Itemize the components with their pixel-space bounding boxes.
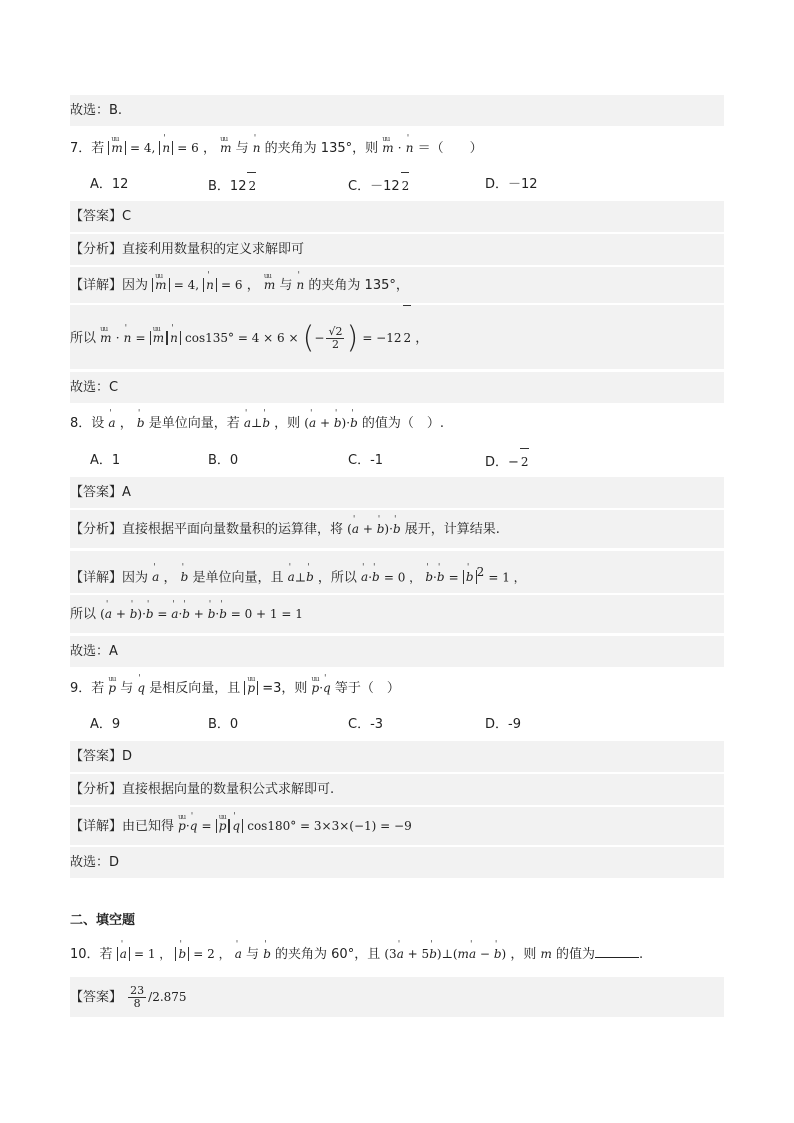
vec-a: ' a (469, 938, 476, 970)
q7-answer (70, 201, 724, 232)
q9-text-opposite: 是相反向量，且 (149, 681, 241, 696)
q7-result: = −12 (362, 331, 402, 345)
vec-b: ' b (219, 595, 227, 633)
q7-text-with: 与 (235, 141, 249, 156)
vec-n: ' n (206, 278, 214, 292)
q7-option-b (208, 172, 256, 200)
q9-options (70, 712, 724, 738)
q9-option-d-text: D．-9 (485, 717, 521, 732)
dot-symbol: · (389, 522, 393, 536)
q9-choose-text: 故选：D (70, 855, 120, 870)
vec-p: uu p (178, 807, 186, 845)
q7-detail-b: ， (246, 278, 260, 293)
q9-option-a-text: A．9 (90, 717, 121, 732)
q8-detail-c: 是单位向量，且 (192, 570, 284, 586)
q9-analysis (70, 774, 724, 805)
vec-a: ' a (397, 938, 404, 970)
q8-option-b (208, 448, 238, 474)
sqrt-symbol: 2 (247, 172, 256, 199)
neg-sign: − (314, 331, 325, 345)
q7-detail-d: 的夹角为 135°， (308, 278, 409, 293)
fraction (128, 985, 146, 1010)
fraction-numerator: √2 (328, 325, 343, 338)
q8-calc-text: = 0 + 1 = 1 (230, 607, 303, 621)
plus-sign: + (115, 607, 126, 621)
q10-answer-alt: /2.875 (148, 990, 187, 1004)
sqrt-symbol: 2 (403, 305, 412, 370)
vec-a: ' a (105, 595, 112, 633)
vec-p: uu p (312, 674, 320, 702)
q9-option-c-text: C．-3 (348, 717, 384, 732)
q7-analysis-text: 直接利用数量积的定义求解即可 (122, 242, 305, 257)
vec-m: uu m (264, 267, 275, 303)
vec-n: ' n (253, 134, 261, 162)
q7-abs-n (203, 278, 217, 292)
vec-n: ' n (406, 134, 414, 162)
vec-n: ' n (297, 267, 305, 303)
vec-b: ' b (437, 556, 445, 598)
analysis-tag: 【分析】 (70, 522, 123, 537)
vec-b: ' b (494, 938, 502, 970)
vec-b: ' b (466, 570, 474, 584)
q7-eq6: = 6 (221, 278, 243, 292)
abs-p (216, 819, 230, 833)
vec-a: ' a (288, 556, 295, 598)
q7-option-a-text: A．12 (90, 177, 129, 192)
vec-b: ' b (208, 595, 216, 633)
section-title: 二、填空题 (70, 913, 136, 928)
vec-n: ' n (162, 141, 170, 155)
q6-choose-line (70, 95, 724, 126)
q7-abs-n (159, 141, 173, 155)
q7-choose (70, 372, 724, 403)
q8-detail-d: ，所以 (317, 570, 357, 586)
q8-option-d-text: D．− (485, 455, 519, 470)
vec-b: ' b (182, 595, 190, 633)
vec-m: uu m (100, 306, 111, 370)
coef-3: 3 (389, 947, 397, 961)
vec-n: ' n (170, 331, 178, 345)
q8-answer-value: A (122, 485, 131, 500)
q9-text-eq3: =3，则 (262, 681, 308, 696)
abs-b (175, 947, 189, 961)
q9-answer (70, 741, 724, 772)
q8-detail-a: 因为 (122, 570, 149, 586)
abs-q (229, 819, 243, 833)
dot-symbol: · (215, 607, 220, 621)
dot-symbol: · (346, 416, 351, 430)
vec-b: ' b (306, 556, 314, 598)
q9-calc-text: cos180° = 3×3×(−1) = −9 (247, 819, 412, 833)
q8-analysis-a: 直接根据平面向量数量积的运算律，将 (122, 522, 344, 537)
q7-abs-m (152, 278, 169, 292)
answer-tag: 【答案】 (70, 209, 123, 224)
q7-analysis (70, 234, 724, 265)
q10-text-2: = 2 ， (193, 947, 231, 961)
q7-stem (70, 134, 724, 162)
q7-tail: ， (415, 331, 429, 346)
q8-analysis: 【分析】直接根据平面向量数量积的运算律，将 (' a + ' b)·' b 展开，计算结果. (70, 510, 724, 548)
q8-analysis-b: 展开，计算结果. (404, 522, 500, 537)
q10-text-with: 与 (246, 947, 260, 962)
vec-b: ' b (137, 408, 145, 438)
sqrt-symbol: 2 (520, 448, 529, 475)
vec-a: ' a (108, 408, 115, 438)
q8-stem: 8．设 ' a ， ' b 是单位向量，若 ' a⊥' b ，则 (' a + ' b)·' b 的值为（ ）. (70, 408, 724, 438)
q7-detail (70, 267, 724, 303)
q7-abs-n (167, 331, 181, 345)
vec-q: ' q (232, 819, 240, 833)
q7-option-a (90, 172, 128, 198)
q9-number: 9．若 (70, 681, 105, 696)
q8-option-c-text: C．-1 (348, 453, 384, 468)
q8-calc: 所以 (' a + ' b)·' b = ' a·' b + ' b·' b = 0 + 1 = 1 (70, 595, 724, 633)
dot-symbol: · (178, 607, 183, 621)
q8-text-end: 的值为（ ）. (361, 416, 445, 431)
vec-m: uu m (382, 134, 393, 162)
vec-b: ' b (262, 408, 270, 438)
dot-symbol: · (185, 819, 190, 833)
vec-p: uu p (108, 674, 116, 702)
q9-detail-a: 由已知得 (122, 819, 175, 834)
q10-text-value: 的值为 (556, 947, 596, 962)
q9-option-d (485, 712, 521, 738)
vec-m: uu m (153, 331, 164, 345)
q7-calc: 所以 uu m · ' n = uu m' n cos135° = 4 × 6 × (− $\frac{√2}{2}$ ) = −12 2 ， (70, 305, 724, 369)
vec-b: ' b (181, 556, 189, 598)
vec-n: ' n (124, 306, 132, 370)
q7-option-d-text: D．－12 (485, 177, 538, 192)
q7-abs-m (108, 141, 125, 155)
q8-comma: ， (119, 416, 133, 431)
fraction-denominator: 2 (331, 338, 339, 351)
q9-choose (70, 847, 724, 878)
abs-b (463, 570, 477, 584)
answer-tag: 【答案】 (70, 990, 123, 1005)
vec-m: uu m (220, 134, 231, 162)
detail-tag: 【详解】 (70, 819, 123, 834)
q8-detail-b: ， (163, 570, 177, 586)
vec-b: ' b (425, 556, 433, 598)
answer-tag: 【答案】 (70, 485, 123, 500)
perp-symbol: ⊥ (441, 947, 453, 961)
q8-option-b-text: B．0 (208, 453, 239, 468)
q8-text-then: ，则 (274, 416, 301, 431)
fraction (326, 326, 344, 351)
q9-stem (70, 674, 724, 702)
q7-text-angle: 的夹角为 135°，则 (264, 141, 379, 156)
vec-b: ' b (350, 408, 358, 438)
vec-m: uu m (155, 278, 166, 292)
q8-choose-text: 故选：A (70, 644, 118, 659)
q7-text-end: ＝（ ） (417, 141, 483, 156)
q7-option-d (485, 172, 538, 198)
q10-answer (70, 977, 724, 1017)
q9-option-b-text: B．0 (208, 717, 239, 732)
q7-abs-m (150, 331, 167, 345)
q8-number: 8．设 (70, 416, 105, 431)
fraction-denominator: 8 (133, 997, 141, 1010)
vec-a: ' a (352, 510, 359, 548)
q6-choose-text: 故选：B. (70, 103, 123, 118)
square-exponent: 2 (476, 565, 485, 579)
q8-text-unit: 是单位向量，若 (148, 416, 240, 431)
vec-b: ' b (130, 595, 138, 633)
q9-option-a (90, 712, 120, 738)
vec-b: ' b (372, 556, 380, 598)
vec-a: ' a (120, 947, 127, 961)
q7-detail-a: 因为 (122, 278, 149, 293)
q7-options (70, 172, 724, 198)
q7-option-b-text: B．12 (208, 179, 247, 194)
vec-q: ' q (137, 674, 145, 702)
q9-answer-value: D (122, 749, 133, 764)
dot-symbol: · (319, 681, 324, 695)
analysis-tag: 【分析】 (70, 242, 123, 257)
dot-symbol: · (433, 570, 437, 585)
q10-text-angle: 的夹角为 60°，且 (275, 947, 381, 962)
answer-blank[interactable] (595, 957, 639, 958)
q8-options (70, 448, 724, 474)
q7-option-c (348, 172, 409, 200)
dot-symbol: · (368, 570, 373, 585)
var-m: m (457, 947, 469, 961)
plus-sign: + (362, 522, 373, 536)
q7-eq4: = 4, (173, 278, 200, 292)
vec-a: ' a (244, 408, 251, 438)
vec-b: ' b (377, 510, 385, 548)
fraction-numerator: 23 (130, 984, 145, 997)
vec-b: ' b (178, 947, 186, 961)
q8-option-c (348, 448, 383, 474)
q7-so: 所以 (70, 331, 97, 346)
q7-option-c-text: C．－12 (348, 179, 400, 194)
minus-sign: − (479, 947, 490, 961)
q7-eq4: = 4, (129, 141, 156, 155)
q8-detail: 【详解】因为 ' a ， ' b 是单位向量，且 ' a⊥' b ，所以 ' a·' b = 0 ， ' b·' b = ' b $^2$ = 1 ， (70, 551, 724, 593)
abs-p (244, 681, 258, 695)
q9-option-b (208, 712, 238, 738)
q9-text-end: 等于（ ） (334, 681, 400, 696)
q9-option-c (348, 712, 383, 738)
vec-p: uu p (219, 819, 227, 833)
vec-m: uu m (111, 141, 122, 155)
q8-detail-e: = 0 ， (383, 570, 422, 585)
answer-tag: 【答案】 (70, 749, 123, 764)
q8-so: 所以 (70, 607, 97, 622)
q10-number: 10．若 (70, 947, 113, 962)
vec-a: ' a (309, 408, 316, 438)
q8-option-a (90, 448, 120, 474)
vec-q: ' q (323, 674, 331, 702)
var-m: m (540, 947, 552, 961)
q10-text-then: ，则 (510, 947, 537, 962)
q7-calc-text: cos135° = 4 × 6 × (185, 331, 299, 345)
vec-b: ' b (146, 595, 154, 633)
q9-text-with: 与 (120, 681, 134, 696)
q10-end: . (639, 947, 644, 962)
q8-option-d (485, 448, 529, 476)
plus-sign: + (319, 416, 331, 430)
dot-symbol: · (115, 331, 120, 345)
q9-analysis-text: 直接根据向量的数量积公式求解即可. (122, 782, 335, 797)
q8-option-a-text: A．1 (90, 453, 121, 468)
vec-b: ' b (263, 938, 271, 970)
vec-a: ' a (235, 938, 242, 970)
vec-q: ' q (190, 807, 198, 845)
vec-b: ' b (334, 408, 342, 438)
plus-sign: + (193, 607, 204, 621)
q7-number: 7．若 (70, 141, 105, 156)
vec-p: uu p (247, 681, 255, 695)
q7-eq6: = 6 (177, 141, 199, 155)
q7-detail-c: 与 (279, 278, 293, 293)
q7-choose-text: 故选：C (70, 380, 119, 395)
q7-comma: ， (202, 141, 216, 156)
vec-b: ' b (393, 510, 401, 548)
q10-text-1: = 1 ， (133, 947, 172, 961)
perp-symbol: ⊥ (251, 416, 263, 430)
q8-detail-f: = 1 ， (488, 570, 526, 585)
analysis-tag: 【分析】 (70, 782, 123, 797)
perp-symbol: ⊥ (294, 570, 307, 585)
detail-tag: 【详解】 (70, 278, 123, 293)
abs-a (117, 947, 130, 961)
dot-symbol: · (142, 607, 146, 621)
vec-a: ' a (171, 595, 178, 633)
dot-symbol: · (397, 141, 402, 155)
q9-detail: 【详解】由已知得 uu p·' q = uu p' q cos180° = 3×3×(−1) = −9 (70, 807, 724, 845)
detail-tag: 【详解】 (70, 570, 123, 586)
q8-answer (70, 477, 724, 508)
sqrt-symbol: 2 (401, 172, 410, 199)
q7-answer-value: C (122, 209, 132, 224)
vec-b: ' b (429, 938, 437, 970)
vec-a: ' a (152, 556, 159, 598)
coef-5: + 5 (407, 947, 430, 961)
vec-a: ' a (361, 556, 368, 598)
q8-choose (70, 636, 724, 667)
q10-stem: 10．若 ' a = 1 ， ' b = 2 ， ' a 与 ' b 的夹角为 60°，且 (3' a + 5' b)⊥(m' a − ' b) ，则 m 的值为 . (70, 938, 724, 970)
